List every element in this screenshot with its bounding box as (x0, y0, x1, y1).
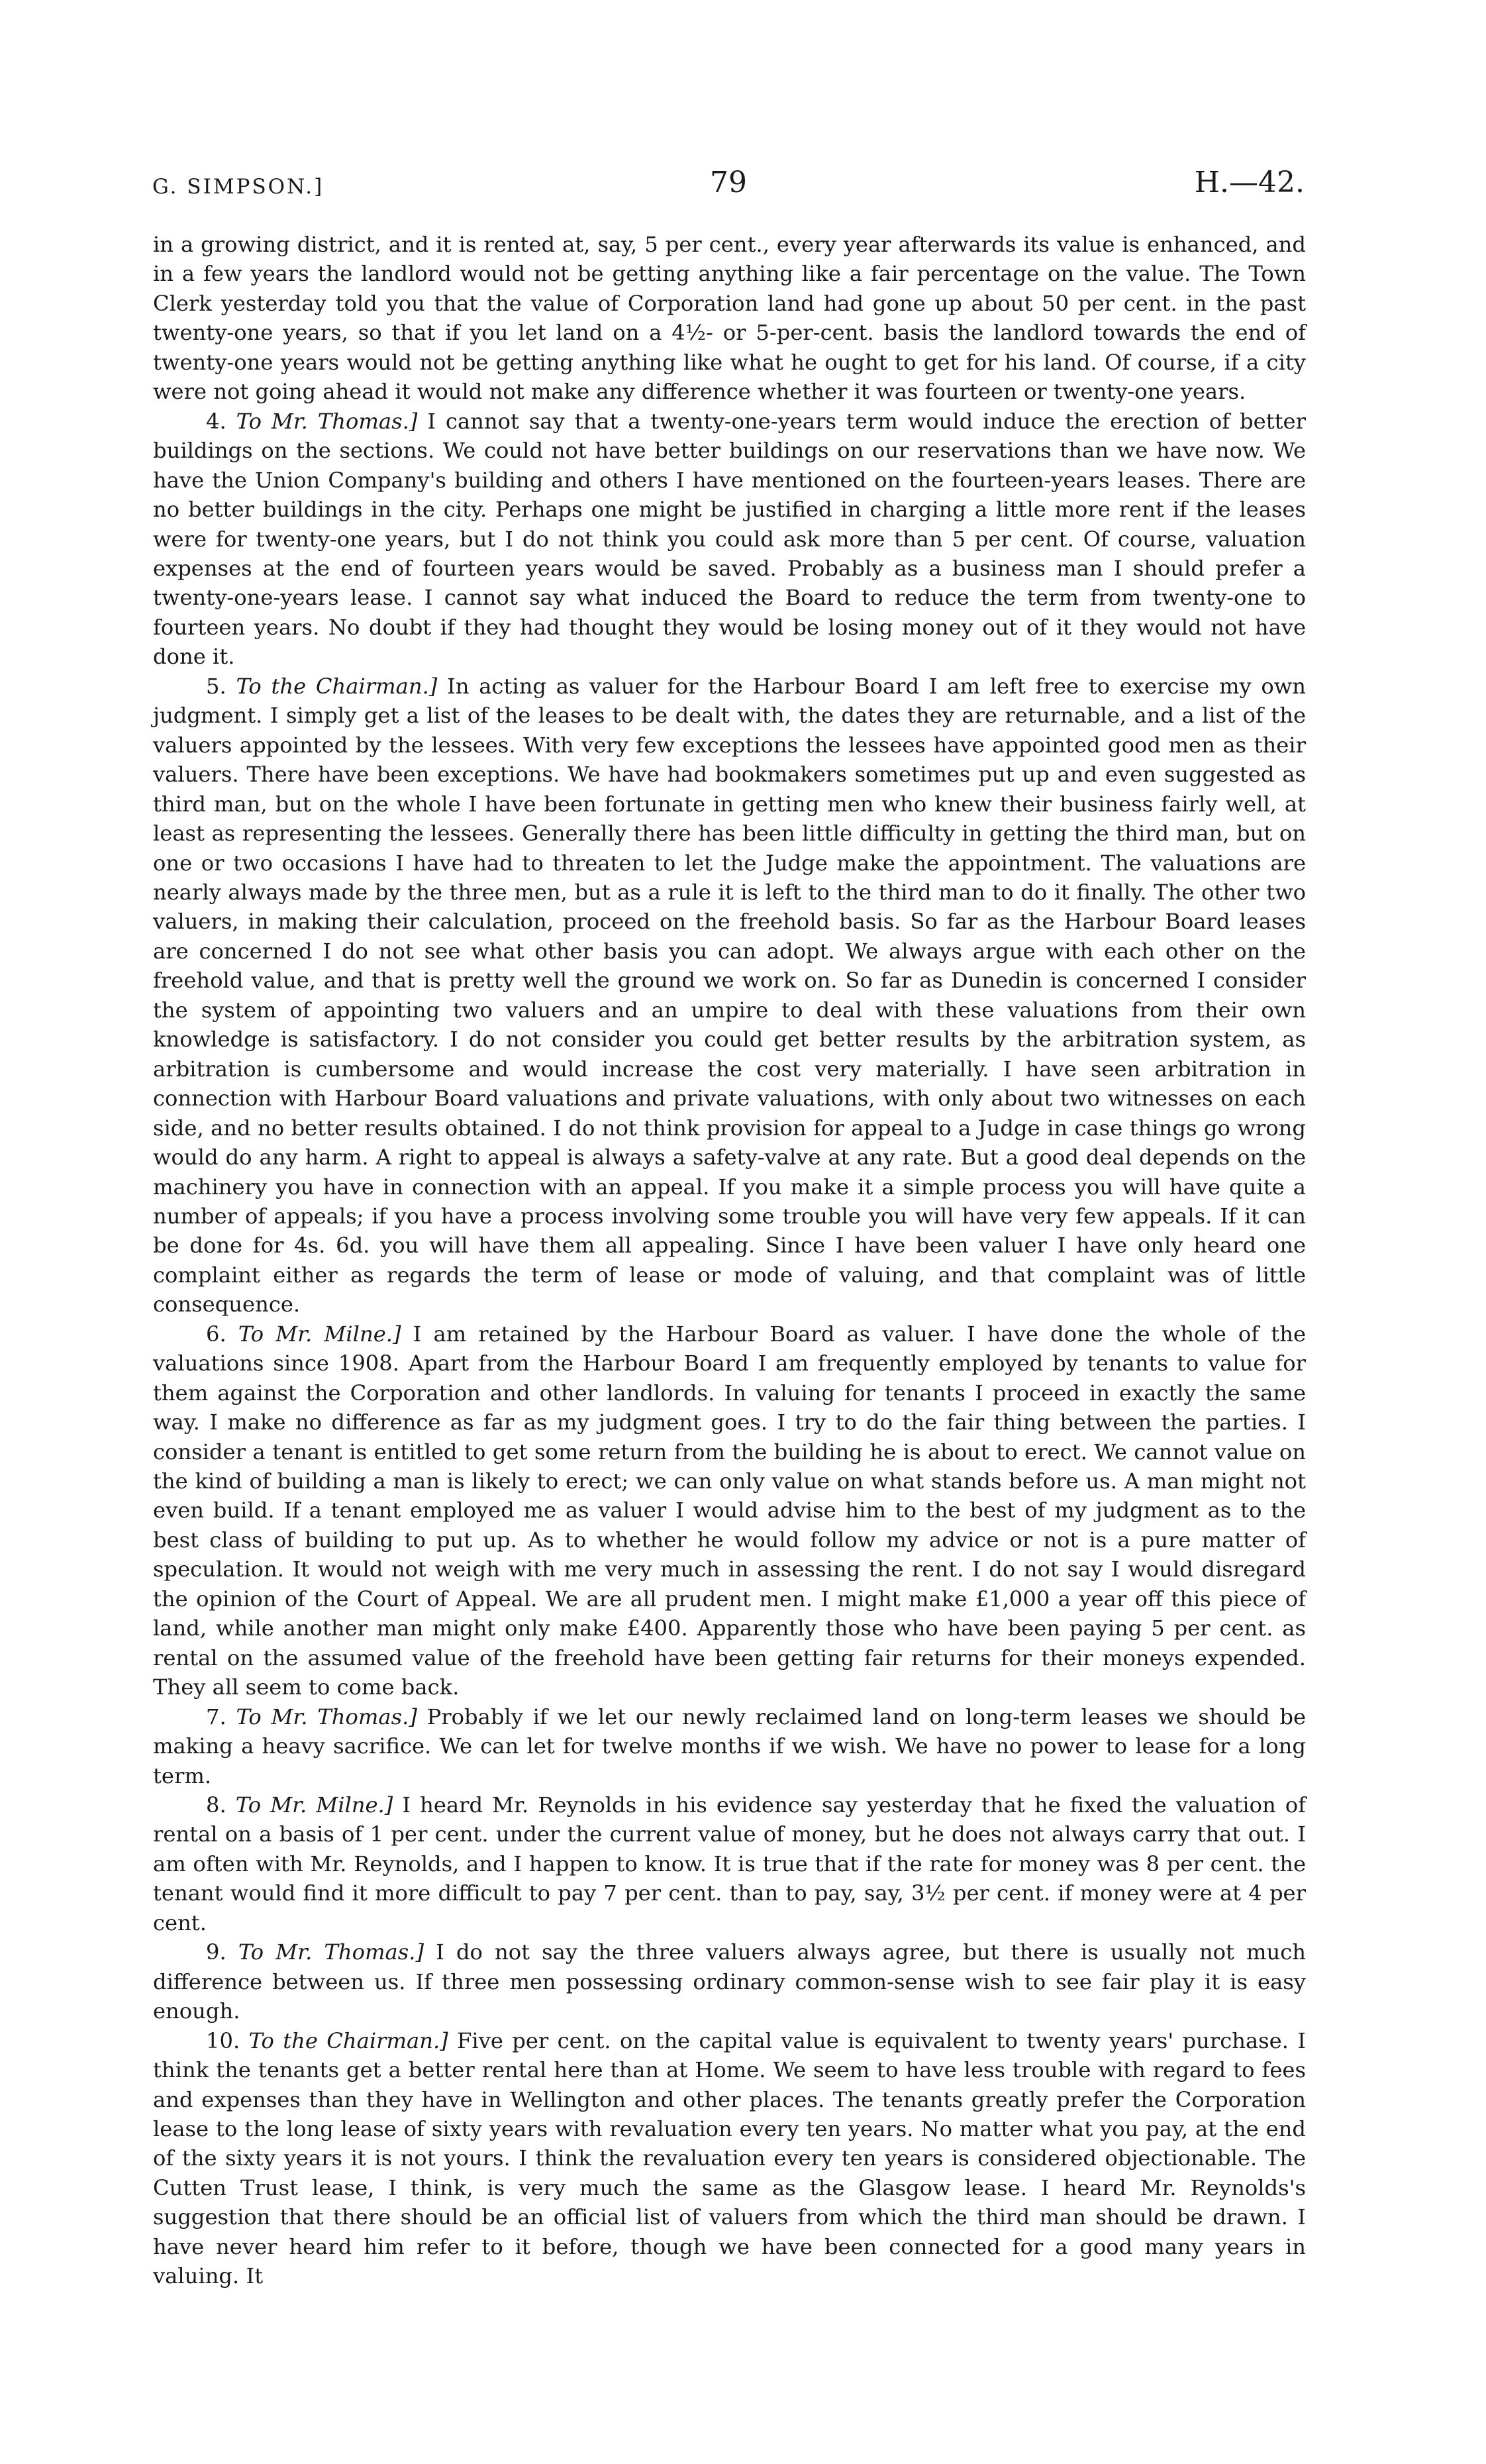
paragraph-addressee: To Mr. Thomas.] (236, 408, 418, 434)
page-number: 79 (710, 166, 747, 199)
paragraph-text: I do not say the three valuers always agree, but there is usually not much difference between us. If three men possessing ordinary common-sense wish to see fair play it is easy enough. (153, 1939, 1307, 2024)
paragraph (153, 1702, 1306, 1790)
paragraph-number: 10. (206, 2028, 240, 2053)
paragraph-text: Probably if we let our newly reclaimed land on long-term leases we should be making a heavy sacrifice. We can let for twelve months if we wish. We have no power to lease for a long term. (153, 1704, 1306, 1788)
paragraph (153, 2026, 1306, 2291)
paragraph-text: I cannot say that a twenty-one-years term would induce the erection of better buildings on the sections. We could not have better buildings on our reservations than we have now. We have the Union Company's building and others I have mentioned on the fourteen-years leases. There are no better buildings in the city. Perhaps one might be justified in charging a little more rent if the leases were for twenty-one years, but I do not think you could ask more than 5 per cent. Of course, valuation expenses at the end of fourteen years would be saved. Probably as a business man I should prefer a twenty-one-years lease. I cannot say what induced the Board to reduce the term from twenty-one to fourteen years. No doubt if they had thought they would be losing money out of it they would not have done it. (153, 408, 1306, 670)
paragraph-text: I heard Mr. Reynolds in his evidence say yesterday that he fixed the valuation of rental on a basis of 1 per cent. under the current value of money, but he does not always carry that out. I am often with Mr. Reynolds, and I happen to know. It is true that if the rate for money was 8 per cent. the tenant would find it more difficult to pay 7 per cent. than to pay, say, 3½ per cent. if money were at 4 per cent. (153, 1792, 1307, 1935)
document-reference: H.—42. (1194, 166, 1305, 199)
paragraph (153, 230, 1306, 407)
paragraph-addressee: To Mr. Thomas.] (238, 1939, 424, 1965)
paragraph-addressee: To the Chairman.] (248, 2028, 448, 2053)
paragraph-text: in a growing district, and it is rented at, say, 5 per cent., every year afterwards its value is enhanced, and in a few years the landlord would not be getting anything like a fair percentage on the value. The Town Clerk yesterday told you that the value of Corporation land had gone up about 50 per cent. in the past twenty-one years, so that if you let land on a 4½- or 5-per-cent. basis the landlord towards the end of twenty-one years would not be getting anything like what he ought to get for his land. Of course, if a city were not going ahead it would not make any difference whether it was fourteen or twenty-one years. (153, 232, 1306, 405)
paragraph-number: 6. (206, 1321, 226, 1347)
paragraph-text: In acting as valuer for the Harbour Board I am left free to exercise my own judgment. I simply get a list of the leases to be dealt with, the dates they are returnable, and a list of the valuers appointed by the lessees. With very few exceptions the lessees have appointed good men as their valuers. There have been exceptions. We have had bookmakers sometimes put up and even suggested as third man, but on the whole I have been fortunate in getting men who knew their business fairly well, at least as representing the lessees. Generally there has been little difficulty in getting the third man, but on one or two occasions I have had to threaten to let the Judge make the appointment. The valuations are nearly always made by the three men, but as a rule it is left to the third man to do it finally. The other two valuers, in making their calculation, proceed on the freehold basis. So far as the Harbour Board leases are concerned I do not see what other basis you can adopt. We always argue with each other on the freehold value, and that is pretty well the ground we work on. So far as Dunedin is concerned I consider the system of appointing two valuers and an umpire to deal with these valuations from their own knowledge is satisfactory. I do not consider you could get better results by the arbitration system, as arbitration is cumbersome and would increase the cost very materially. I have seen arbitration in connection with Harbour Board valuations and private valuations, with only about two witnesses on each side, and no better results obtained. I do not think provision for appeal to a Judge in case things go wrong would do any harm. A right to appeal is always a safety-valve at any rate. But a good deal depends on the machinery you have in connection with an appeal. If you make it a simple process you will have quite a number of appeals; if you have a process involving some trouble you will have very few appeals. If it can be done for 4s. 6d. you will have them all appealing. Since I have been valuer I have only heard one complaint either as regards the term of lease or mode of valuing, and that complaint was of little consequence. (153, 673, 1307, 1317)
paragraph-number: 5. (206, 673, 226, 699)
paragraph-number: 8. (206, 1792, 226, 1818)
paragraph-text: Five per cent. on the capital value is equivalent to twenty years' purchase. I think the tenants get a better rental here than at Home. We seem to have less trouble with regard to fees and expenses than they have in Wellington and other places. The tenants greatly prefer the Corporation lease to the long lease of sixty years with revaluation every ten years. No matter what you pay, at the end of the sixty years it is not yours. I think the revaluation every ten years is considered objectionable. The Cutten Trust lease, I think, is very much the same as the Glasgow lease. I heard Mr. Reynolds's suggestion that there should be an official list of valuers from which the third man should be drawn. I have never heard him refer to it before, though we have been connected for a good many years in valuing. It (153, 2028, 1307, 2289)
witness-name: G. SIMPSON.] (152, 175, 324, 199)
page-header (152, 166, 1305, 205)
paragraph-addressee: To the Chairman.] (236, 673, 438, 699)
paragraph-number: 4. (206, 408, 226, 434)
paragraph (153, 1790, 1306, 1937)
paragraph (153, 672, 1306, 1319)
paragraph-addressee: To Mr. Milne.] (238, 1321, 401, 1347)
paragraph-number: 7. (206, 1704, 226, 1729)
paragraph-number: 9. (206, 1939, 226, 1965)
paragraph-text: I am retained by the Harbour Board as valuer. I have done the whole of the valuations since 1908. Apart from the Harbour Board I am frequently employed by tenants to value for them against the Corporation and other landlords. In valuing for tenants I proceed in exactly the same way. I make no difference as far as my judgment goes. I try to do the fair thing between the parties. I consider a tenant is entitled to get some return from the building he is about to erect. We cannot value on the kind of building a man is likely to erect; we can only value on what stands before us. A man might not even build. If a tenant employed me as valuer I would advise him to the best of my judgment as to the best class of building to put up. As to whether he would follow my advice or not is a pure matter of speculation. It would not weigh with me very much in assessing the rent. I do not say I would disregard the opinion of the Court of Appeal. We are all prudent men. I might make £1,000 a year off this piece of land, while another man might only make £400. Apparently those who have been paying 5 per cent. as rental on the assumed value of the freehold have been getting fair returns for their moneys expended. They all seem to come back. (153, 1321, 1306, 1700)
paragraph-addressee: To Mr. Thomas.] (236, 1704, 417, 1729)
paragraph (153, 1319, 1306, 1702)
paragraph (153, 407, 1306, 672)
paragraph (153, 1937, 1306, 2026)
body-text (153, 230, 1306, 2291)
paragraph-addressee: To Mr. Milne.] (235, 1792, 393, 1818)
